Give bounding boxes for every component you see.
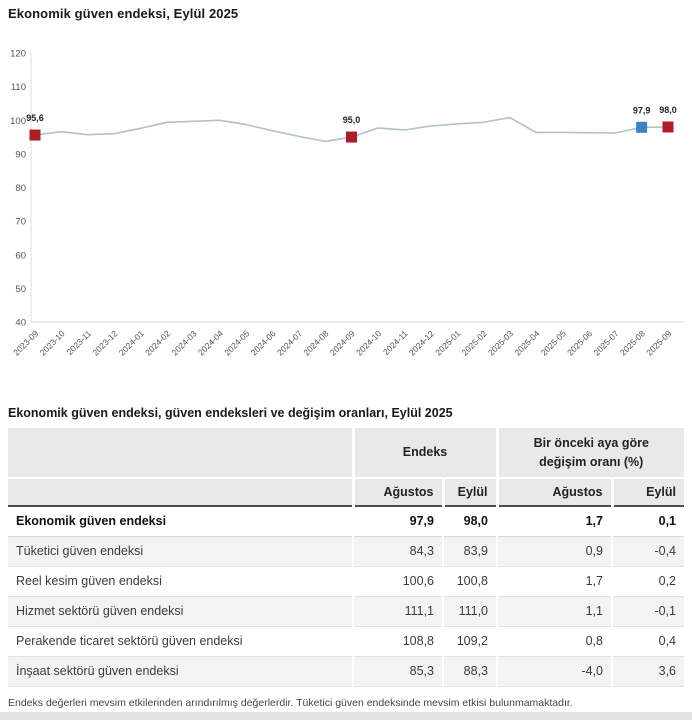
marker-square-red (30, 130, 41, 141)
footnote: Endeks değerleri mevsim etkilerinden arındırılmış değerlerdir. Tüketici güven endeksinde mevsim etkisi bulunmamaktadır. (8, 697, 573, 709)
cell-value: 100,8 (443, 566, 497, 596)
group-header-endeks: Endeks (353, 428, 497, 478)
marker-square-blue (636, 122, 647, 133)
x-tick-label: 2025-05 (538, 328, 568, 358)
table-group-header-row (8, 428, 684, 478)
cell-value: 1,7 (497, 506, 612, 536)
cell-value: 98,0 (443, 506, 497, 536)
chart-title: Ekonomik güven endeksi, Eylül 2025 (8, 6, 239, 21)
cell-value: 100,6 (353, 566, 443, 596)
cell-value: -0,4 (612, 536, 684, 566)
sub-header-september-change: Eylül (612, 478, 684, 506)
empty-header-cell (8, 478, 353, 506)
cell-value: 111,0 (443, 596, 497, 626)
cell-value: 0,8 (497, 626, 612, 656)
x-tick-label: 2024-03 (169, 328, 199, 358)
table-row (8, 536, 684, 566)
cell-value: 84,3 (353, 536, 443, 566)
table-row (8, 656, 684, 686)
cell-value: 0,1 (612, 506, 684, 536)
x-tick-label: 2024-10 (354, 328, 384, 358)
x-tick-label: 2025-02 (459, 328, 489, 358)
x-tick-label: 2025-01 (433, 328, 463, 358)
y-tick-label: 50 (15, 283, 26, 295)
x-tick-label: 2023-12 (90, 328, 120, 358)
x-tick-label: 2025-06 (565, 328, 595, 358)
cell-value: 0,4 (612, 626, 684, 656)
row-label: Tüketici güven endeksi (8, 536, 353, 566)
x-tick-label: 2024-07 (275, 328, 305, 358)
table-title: Ekonomik güven endeksi, güven endeksleri ve değişim oranları, Eylül 2025 (8, 406, 453, 420)
row-label: Ekonomik güven endeksi (8, 506, 353, 536)
cell-value: -4,0 (497, 656, 612, 686)
y-tick-label: 110 (10, 82, 26, 94)
row-label: Reel kesim güven endeksi (8, 566, 353, 596)
x-tick-label: 2023-09 (11, 328, 41, 358)
x-tick-label: 2025-09 (644, 328, 674, 358)
cell-value: 109,2 (443, 626, 497, 656)
marker-square-red (346, 132, 357, 143)
x-tick-label: 2024-11 (380, 328, 410, 358)
cell-value: 1,7 (497, 566, 612, 596)
y-tick-label: 100 (10, 115, 26, 127)
x-tick-label: 2024-01 (116, 328, 146, 358)
empty-header-cell (8, 428, 353, 478)
data-point-label: 98,0 (659, 104, 677, 115)
x-tick-label: 2024-08 (301, 328, 331, 358)
sub-header-september-index: Eylül (443, 478, 497, 506)
x-tick-label: 2024-06 (248, 328, 278, 358)
x-tick-label: 2024-12 (406, 328, 437, 358)
x-tick-label: 2025-04 (512, 328, 542, 358)
y-tick-label: 40 (15, 317, 26, 329)
cell-value: 3,6 (612, 656, 684, 686)
x-tick-label: 2023-10 (37, 328, 67, 358)
confidence-table (8, 428, 684, 687)
y-tick-label: 80 (15, 183, 26, 194)
row-label: Hizmet sektörü güven endeksi (8, 596, 353, 626)
x-tick-label: 2025-03 (486, 328, 516, 358)
line-chart (0, 28, 692, 388)
y-tick-label: 120 (10, 48, 26, 60)
data-point-label: 97,9 (632, 105, 651, 116)
data-point-label: 95,0 (342, 115, 361, 126)
bottom-divider (0, 712, 692, 720)
group-header-change-rate: Bir önceki aya göre değişim oranı (%) (497, 428, 684, 478)
cell-value: 0,9 (497, 536, 612, 566)
x-tick-label: 2025-07 (591, 328, 621, 358)
cell-value: -0,1 (612, 596, 684, 626)
row-label: İnşaat sektörü güven endeksi (8, 656, 353, 686)
cell-value: 0,2 (612, 566, 684, 596)
data-point-label: 95,6 (26, 113, 44, 124)
x-tick-label: 2024-02 (143, 328, 173, 358)
x-tick-label: 2024-05 (222, 328, 252, 358)
cell-value: 83,9 (443, 536, 497, 566)
y-tick-label: 70 (15, 216, 26, 228)
cell-value: 111,1 (353, 596, 443, 626)
cell-value: 108,8 (353, 626, 443, 656)
row-label: Perakende ticaret sektörü güven endeksi (8, 626, 353, 656)
table-sub-header-row (8, 478, 684, 506)
x-tick-label: 2024-04 (195, 328, 226, 358)
table-row (8, 566, 684, 596)
x-tick-label: 2024-09 (327, 328, 357, 358)
y-tick-label: 90 (15, 149, 26, 161)
table-row (8, 506, 684, 536)
x-tick-label: 2025-08 (617, 328, 648, 358)
y-tick-label: 60 (15, 250, 26, 262)
marker-square-red (663, 121, 674, 132)
cell-value: 1,1 (497, 596, 612, 626)
sub-header-august-index: Ağustos (353, 478, 443, 506)
cell-value: 88,3 (443, 656, 497, 686)
x-tick-label: 2023-11 (64, 328, 94, 358)
table-row (8, 626, 684, 656)
sub-header-august-change: Ağustos (497, 478, 612, 506)
cell-value: 85,3 (353, 656, 443, 686)
cell-value: 97,9 (353, 506, 443, 536)
table-row (8, 596, 684, 626)
